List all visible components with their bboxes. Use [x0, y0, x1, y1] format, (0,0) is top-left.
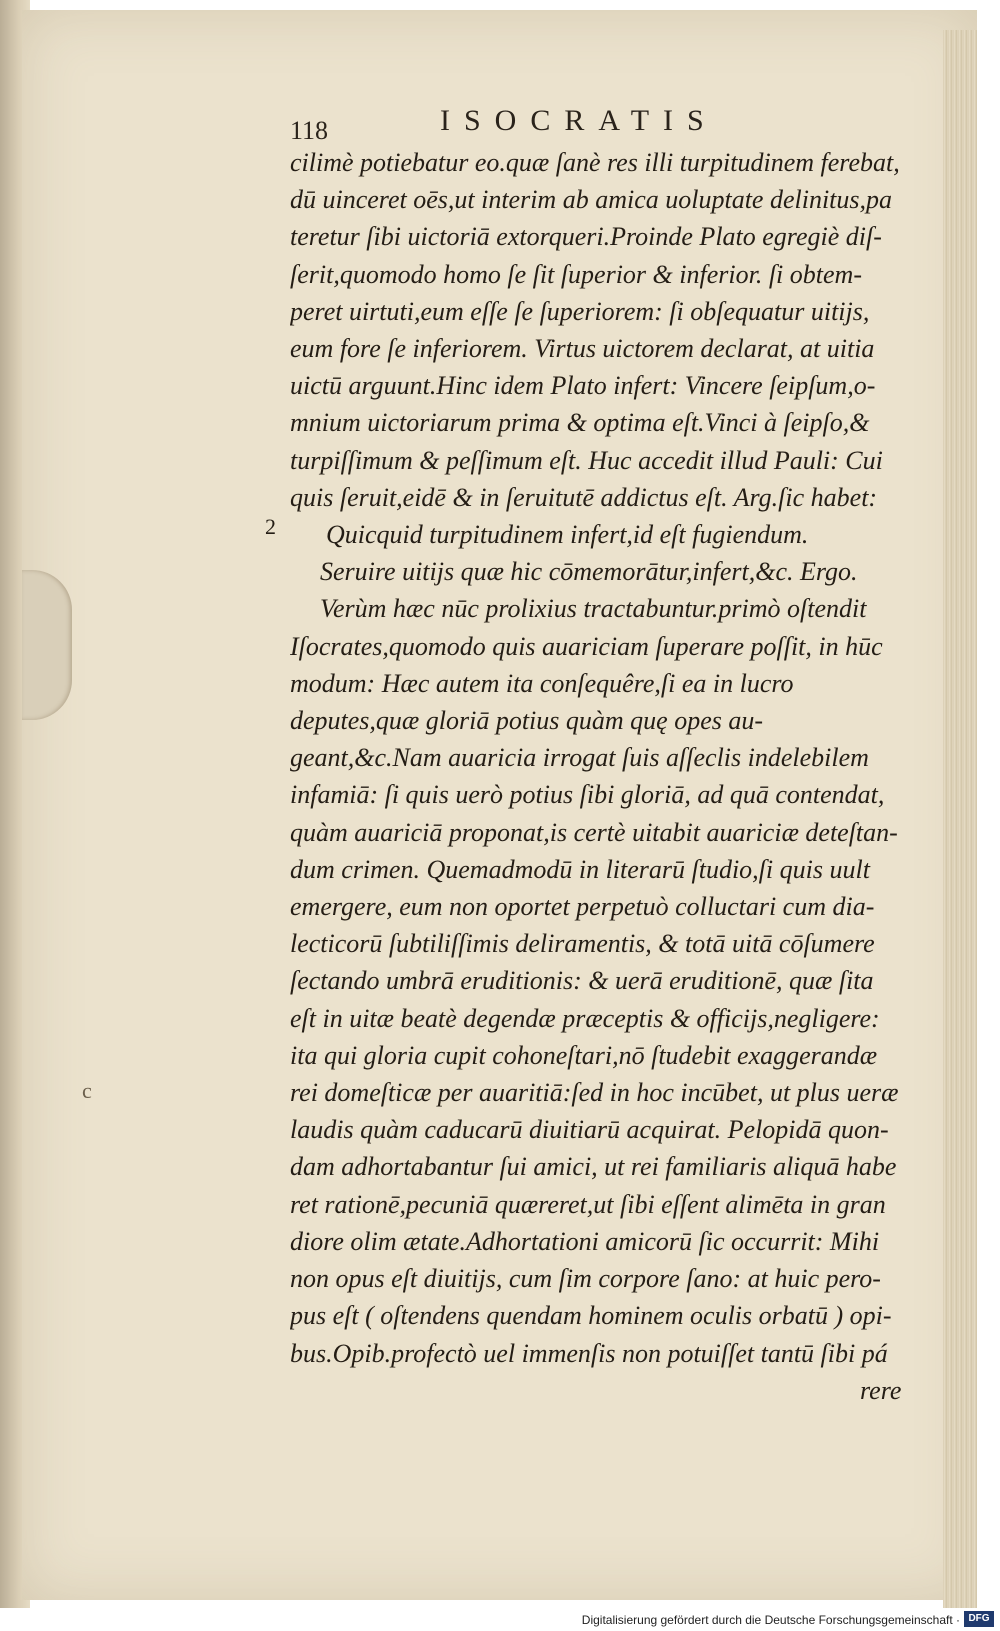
page-edges	[943, 30, 977, 1610]
ink-mark: c	[82, 1078, 92, 1103]
text-line: geant,&c.Nam auaricia irrogat ſuis aſſeclis indelebilem	[290, 743, 869, 773]
text-line: teretur ſibi uictoriā extorqueri.Proinde Plato egregiè diſ-	[290, 222, 882, 252]
text-line: cilimè potiebatur eo.quæ ſanè res illi turpitudinem ferebat,	[290, 148, 900, 177]
text-line: dum crimen. Quemadmodū in literarū ſtudio,ſi quis uult	[290, 854, 870, 884]
text-line: Iſocrates,quomodo quis auariciam ſuperare poſſit, in hūc	[290, 631, 883, 661]
text-line: Seruire uitijs quæ hic cōmemorātur,infert,&c. Ergo.	[320, 557, 858, 587]
text-line: dū uinceret oēs,ut interim ab amica uoluptate delinitus,pa	[290, 185, 893, 215]
text-line: dam adhortabantur ſui amici, ut rei familiaris aliquā habe	[290, 1152, 897, 1182]
funding-credit: Digitalisierung gefördert durch die Deutsche Forschungsgemeinschaft ·	[581, 1613, 960, 1627]
page-number: 118	[290, 116, 329, 145]
text-line: quis ſeruit,eidē & in ſeruitutē addictus eſt. Arg.ſic habet:	[290, 482, 878, 512]
text-line: pus eſt ( oſtendens quendam hominem oculis orbatū ) opi-	[290, 1301, 892, 1331]
text-line: infamiā: ſi quis uerò potius ſibi gloriā, ad quā contendat,	[290, 780, 885, 810]
page-clip	[22, 570, 72, 720]
page-header	[290, 100, 890, 145]
text-line: deputes,quæ gloriā potius quàm quę opes au-	[290, 706, 764, 736]
text-line: peret uirtuti,eum eſſe ſe ſuperiorem: ſi obſequatur uitijs,	[290, 296, 870, 326]
text-line: non opus eſt diuitijs, cum ſim corpore ſano: at huic pero-	[290, 1264, 881, 1294]
text-line: diore olim ætate.Adhortationi amicorū ſic occurrit: Mihi	[290, 1226, 880, 1256]
text-line: ita qui gloria cupit cohoneſtari,nō ſtudebit exaggerandæ	[290, 1040, 878, 1070]
text-line: ſectando umbrā eruditionis: & uerā eruditionē, quæ ſita	[290, 966, 874, 996]
text-line: lecticorū ſubtiliſſimis deliramentis, & totā uitā cōſumere	[290, 929, 875, 959]
text-line: modum: Hæc autem ita conſequêre,ſi ea in lucro	[290, 668, 794, 698]
text-line: emergere, eum non oportet perpetuò colluctari cum dia-	[290, 892, 875, 922]
text-line: rei domeſticæ per auaritiā:ſed in hoc incūbet, ut plus ueræ	[290, 1078, 899, 1108]
text-line: ſerit,quomodo homo ſe ſit ſuperior & inferior. ſi obtem-	[290, 259, 862, 289]
text-line: quàm auariciā proponat,is certè uitabit auariciæ deteſtan-	[290, 817, 898, 847]
text-line: uictū arguunt.Hinc idem Plato infert: Vincere ſeipſum,o-	[290, 371, 876, 401]
running-head: ISOCRATIS	[440, 104, 718, 137]
text-line: bus.Opib.profectò uel immenſis non potuiſſet tantū ſibi pá	[290, 1338, 888, 1368]
text-line: laudis quàm caducarū diuitiarū acquirat. Pelopidā quon-	[290, 1115, 889, 1145]
text-line: eum fore ſe inferiorem. Virtus uictorem declarat, at uitia	[290, 334, 875, 364]
marginal-number: 2	[265, 514, 276, 539]
dfg-logo: DFG	[964, 1611, 994, 1627]
text-line: Quicquid turpitudinem infert,id eſt fugiendum.	[326, 520, 809, 550]
text-line: turpiſſimum & peſſimum eſt. Huc accedit illud Pauli: Cui	[290, 445, 883, 475]
body-text	[290, 144, 930, 1409]
text-line: Verùm hæc nūc prolixius tractabuntur.primò oſtendit	[320, 594, 867, 624]
text-line: ret rationē,pecuniā quæreret,ut ſibi eſſent alimēta in gran	[290, 1189, 886, 1219]
text-line: eſt in uitæ beatè degendæ præceptis & officijs,negligere:	[290, 1003, 880, 1033]
text-line: mnium uictoriarum prima & optima eſt.Vinci à ſeipſo,&	[290, 408, 870, 438]
catchword: rere	[860, 1375, 902, 1405]
